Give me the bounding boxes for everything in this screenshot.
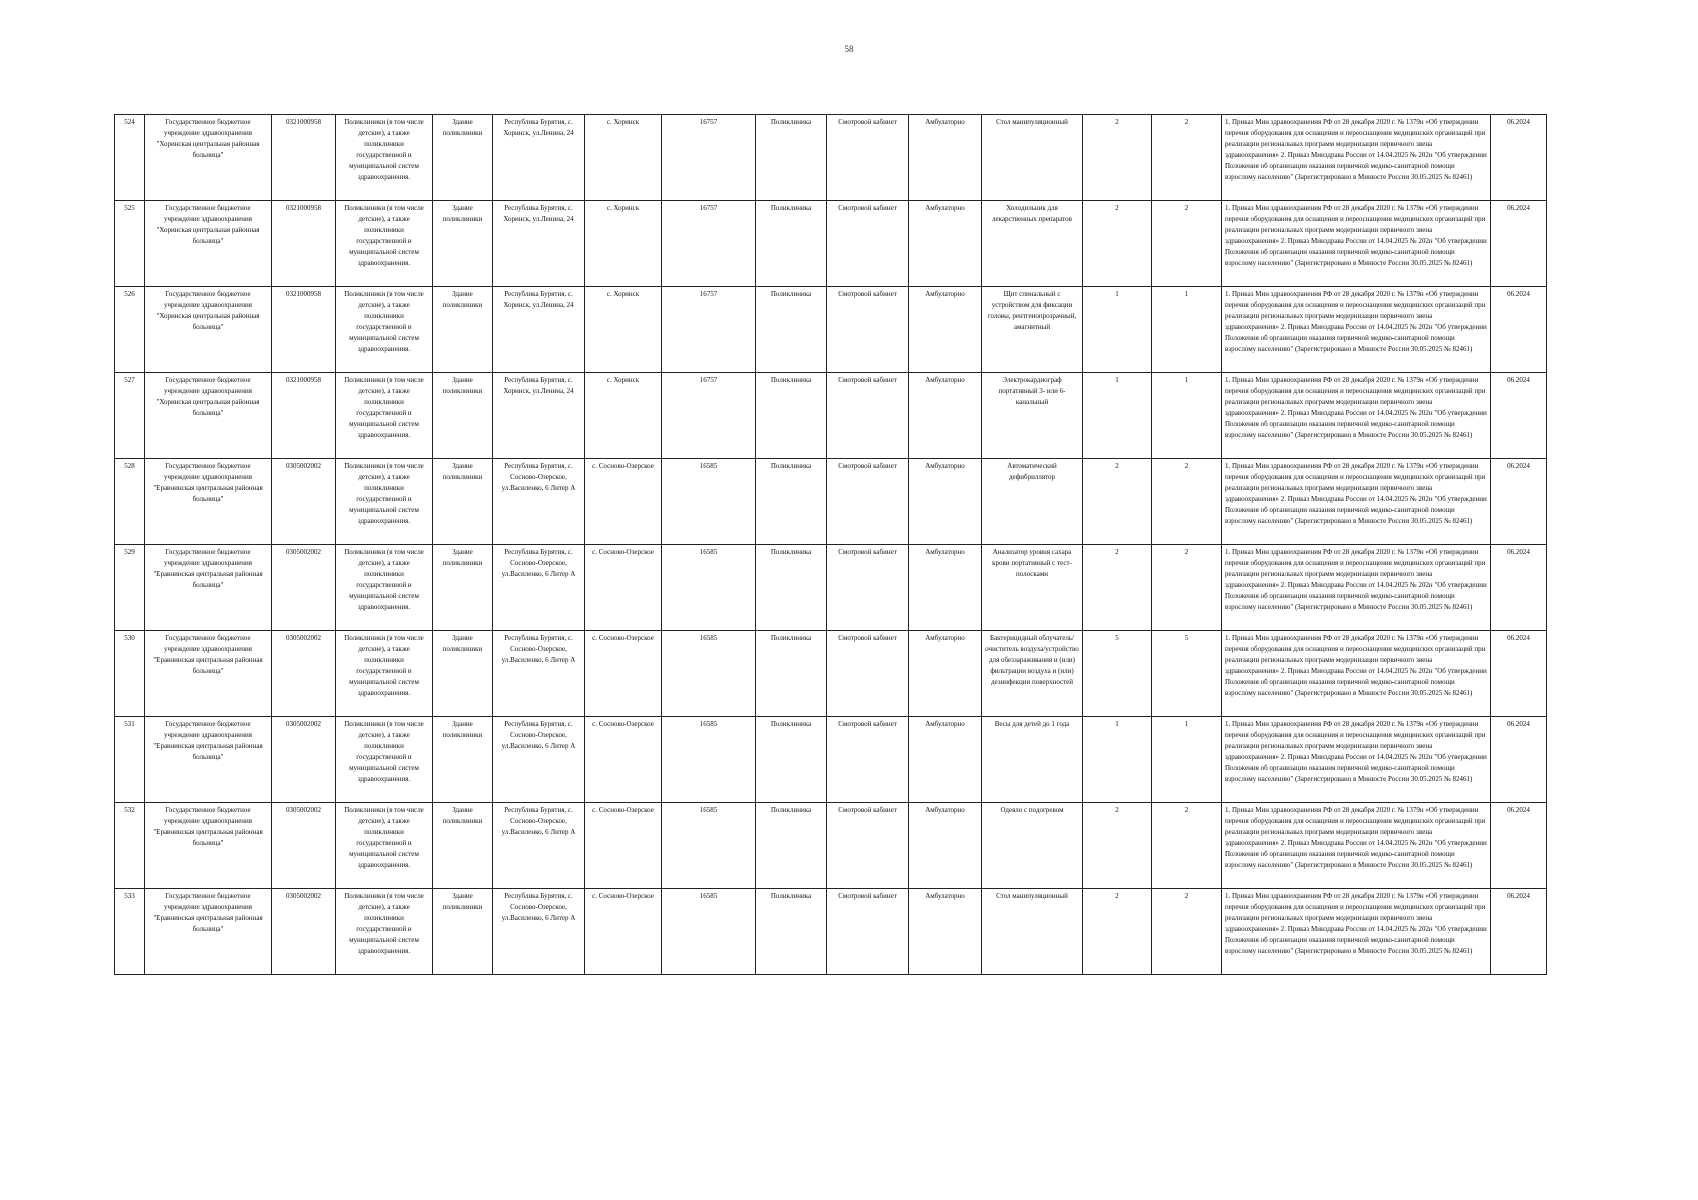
cell-quantity-required: 2 (1083, 803, 1152, 889)
cell-care-mode: Амбулаторно (909, 201, 982, 287)
cell-settlement: с. Хоринск (585, 373, 662, 459)
cell-address: Республика Бурятия, с. Сосново-Озерское, ул.Василенко, 6 Литер А (493, 631, 585, 717)
cell-settlement: с. Сосново-Озерское (585, 631, 662, 717)
table-body (115, 115, 1547, 975)
table-row (115, 201, 1547, 287)
cell-organization-name: Государственное бюджетное учреждение здравоохранения "Еравнинская центральная районная больница" (145, 889, 272, 975)
cell-row-number: 528 (115, 459, 145, 545)
cell-unit-name: Поликлиника (756, 287, 827, 373)
cell-room-name: Смотровой кабинет (827, 717, 909, 803)
cell-room-name: Смотровой кабинет (827, 459, 909, 545)
cell-date: 06.2024 (1491, 287, 1547, 373)
cell-organization-code: 0305002002 (272, 545, 336, 631)
cell-settlement: с. Сосново-Озерское (585, 889, 662, 975)
cell-unit-name: Поликлиника (756, 803, 827, 889)
cell-address: Республика Бурятия, с. Сосново-Озерское, ул.Василенко, 6 Литер А (493, 545, 585, 631)
cell-facility-type: Поликлиники (в том числе детские), а также поликлиники государственной и муниципальной систем здравоохранения. (336, 201, 433, 287)
cell-address: Республика Бурятия, с. Сосново-Озерское, ул.Василенко, 6 Литер А (493, 459, 585, 545)
cell-organization-code: 0321000958 (272, 287, 336, 373)
cell-building-type: Здание поликлиники (433, 545, 493, 631)
cell-population: 16585 (662, 631, 756, 717)
cell-room-name: Смотровой кабинет (827, 373, 909, 459)
cell-date: 06.2024 (1491, 115, 1547, 201)
cell-room-name: Смотровой кабинет (827, 631, 909, 717)
cell-care-mode: Амбулаторно (909, 889, 982, 975)
cell-room-name: Смотровой кабинет (827, 889, 909, 975)
cell-building-type: Здание поликлиники (433, 373, 493, 459)
cell-quantity-required: 1 (1083, 373, 1152, 459)
table-row (115, 373, 1547, 459)
cell-population: 16585 (662, 803, 756, 889)
cell-population: 16585 (662, 717, 756, 803)
cell-facility-type: Поликлиники (в том числе детские), а также поликлиники государственной и муниципальной систем здравоохранения. (336, 287, 433, 373)
cell-legal-basis: 1. Приказ Мин здравоохранения РФ от 28 декабря 2020 г. № 1379н «Об утверждении перечня оборудования для оснащения и переоснащения медицинских организаций при реализации региональных программ модернизации первичного звена здравоохранения» 2. Приказ Минздрава России от 14.04.2025 № 202н "Об утверждении Положения об организации оказания первичной медико-санитарной помощи взрослому населению" (Зарегистрировано в Минюсте России 30.05.2025 № 82461) (1222, 889, 1491, 975)
cell-organization-name: Государственное бюджетное учреждение здравоохранения "Хоринская центральная районная больница" (145, 201, 272, 287)
cell-row-number: 527 (115, 373, 145, 459)
cell-unit-name: Поликлиника (756, 631, 827, 717)
cell-equipment-name: Бактерицидный облучатель/очиститель воздуха/устройство для обеззараживания и (или) фильтрации воздуха и (или) дезинфекции поверхностей (982, 631, 1083, 717)
cell-unit-name: Поликлиника (756, 889, 827, 975)
cell-organization-code: 0305002002 (272, 889, 336, 975)
cell-organization-code: 0305002002 (272, 459, 336, 545)
cell-population: 16585 (662, 545, 756, 631)
cell-care-mode: Амбулаторно (909, 115, 982, 201)
cell-row-number: 530 (115, 631, 145, 717)
cell-facility-type: Поликлиники (в том числе детские), а также поликлиники государственной и муниципальной систем здравоохранения. (336, 115, 433, 201)
cell-settlement: с. Сосново-Озерское (585, 803, 662, 889)
cell-room-name: Смотровой кабинет (827, 803, 909, 889)
cell-equipment-name: Щит спинальный с устройством для фиксации головы, рентгенопрозрачный, амагнитный (982, 287, 1083, 373)
cell-date: 06.2024 (1491, 373, 1547, 459)
cell-building-type: Здание поликлиники (433, 115, 493, 201)
cell-equipment-name: Холодильник для лекарственных препаратов (982, 201, 1083, 287)
cell-quantity-required: 2 (1083, 545, 1152, 631)
cell-quantity-required: 2 (1083, 459, 1152, 545)
cell-room-name: Смотровой кабинет (827, 545, 909, 631)
cell-unit-name: Поликлиника (756, 373, 827, 459)
cell-organization-name: Государственное бюджетное учреждение здравоохранения "Еравнинская центральная районная больница" (145, 803, 272, 889)
cell-legal-basis: 1. Приказ Мин здравоохранения РФ от 28 декабря 2020 г. № 1379н «Об утверждении перечня оборудования для оснащения и переоснащения медицинских организаций при реализации региональных программ модернизации первичного звена здравоохранения» 2. Приказ Минздрава России от 14.04.2025 № 202н "Об утверждении Положения об организации оказания первичной медико-санитарной помощи взрослому населению" (Зарегистрировано в Минюсте России 30.05.2025 № 82461) (1222, 803, 1491, 889)
cell-organization-name: Государственное бюджетное учреждение здравоохранения "Еравнинская центральная районная больница" (145, 717, 272, 803)
cell-settlement: с. Сосново-Озерское (585, 717, 662, 803)
cell-care-mode: Амбулаторно (909, 373, 982, 459)
cell-population: 16757 (662, 373, 756, 459)
cell-organization-code: 0305002002 (272, 717, 336, 803)
cell-settlement: с. Сосново-Озерское (585, 545, 662, 631)
cell-organization-name: Государственное бюджетное учреждение здравоохранения "Еравнинская центральная районная больница" (145, 545, 272, 631)
cell-address: Республика Бурятия, с. Хоринск, ул.Ленина, 24 (493, 287, 585, 373)
table-row (115, 545, 1547, 631)
page-number: 58 (844, 44, 854, 54)
cell-building-type: Здание поликлиники (433, 287, 493, 373)
cell-address: Республика Бурятия, с. Сосново-Озерское, ул.Василенко, 6 Литер А (493, 717, 585, 803)
table-row (115, 803, 1547, 889)
cell-room-name: Смотровой кабинет (827, 115, 909, 201)
cell-facility-type: Поликлиники (в том числе детские), а также поликлиники государственной и муниципальной систем здравоохранения. (336, 545, 433, 631)
cell-organization-name: Государственное бюджетное учреждение здравоохранения "Еравнинская центральная районная больница" (145, 459, 272, 545)
cell-row-number: 524 (115, 115, 145, 201)
cell-population: 16585 (662, 889, 756, 975)
cell-population: 16757 (662, 287, 756, 373)
cell-date: 06.2024 (1491, 803, 1547, 889)
cell-equipment-name: Электрокардиограф портативный 3- или 6-канальный (982, 373, 1083, 459)
cell-facility-type: Поликлиники (в том числе детские), а также поликлиники государственной и муниципальной систем здравоохранения. (336, 373, 433, 459)
cell-care-mode: Амбулаторно (909, 803, 982, 889)
cell-settlement: с. Хоринск (585, 287, 662, 373)
cell-building-type: Здание поликлиники (433, 889, 493, 975)
cell-legal-basis: 1. Приказ Мин здравоохранения РФ от 28 декабря 2020 г. № 1379н «Об утверждении перечня оборудования для оснащения и переоснащения медицинских организаций при реализации региональных программ модернизации первичного звена здравоохранения» 2. Приказ Минздрава России от 14.04.2025 № 202н "Об утверждении Положения об организации оказания первичной медико-санитарной помощи взрослому населению" (Зарегистрировано в Минюсте России 30.05.2025 № 82461) (1222, 545, 1491, 631)
cell-facility-type: Поликлиники (в том числе детские), а также поликлиники государственной и муниципальной систем здравоохранения. (336, 459, 433, 545)
table-row (115, 631, 1547, 717)
cell-quantity-planned: 2 (1152, 889, 1222, 975)
cell-unit-name: Поликлиника (756, 115, 827, 201)
cell-facility-type: Поликлиники (в том числе детские), а также поликлиники государственной и муниципальной систем здравоохранения. (336, 803, 433, 889)
cell-legal-basis: 1. Приказ Мин здравоохранения РФ от 28 декабря 2020 г. № 1379н «Об утверждении перечня оборудования для оснащения и переоснащения медицинских организаций при реализации региональных программ модернизации первичного звена здравоохранения» 2. Приказ Минздрава России от 14.04.2025 № 202н "Об утверждении Положения об организации оказания первичной медико-санитарной помощи взрослому населению" (Зарегистрировано в Минюсте России 30.05.2025 № 82461) (1222, 717, 1491, 803)
cell-population: 16757 (662, 201, 756, 287)
cell-settlement: с. Хоринск (585, 115, 662, 201)
cell-care-mode: Амбулаторно (909, 287, 982, 373)
cell-quantity-planned: 5 (1152, 631, 1222, 717)
cell-organization-code: 0321000958 (272, 373, 336, 459)
cell-building-type: Здание поликлиники (433, 717, 493, 803)
cell-address: Республика Бурятия, с. Сосново-Озерское, ул.Василенко, 6 Литер А (493, 889, 585, 975)
cell-quantity-required: 1 (1083, 287, 1152, 373)
table-row (115, 717, 1547, 803)
cell-quantity-required: 2 (1083, 889, 1152, 975)
cell-quantity-planned: 2 (1152, 545, 1222, 631)
cell-quantity-required: 2 (1083, 201, 1152, 287)
cell-organization-name: Государственное бюджетное учреждение здравоохранения "Еравнинская центральная районная больница" (145, 631, 272, 717)
table-row (115, 115, 1547, 201)
cell-building-type: Здание поликлиники (433, 803, 493, 889)
cell-organization-code: 0321000958 (272, 115, 336, 201)
cell-quantity-planned: 2 (1152, 459, 1222, 545)
cell-unit-name: Поликлиника (756, 545, 827, 631)
cell-legal-basis: 1. Приказ Мин здравоохранения РФ от 28 декабря 2020 г. № 1379н «Об утверждении перечня оборудования для оснащения и переоснащения медицинских организаций при реализации региональных программ модернизации первичного звена здравоохранения» 2. Приказ Минздрава России от 14.04.2025 № 202н "Об утверждении Положения об организации оказания первичной медико-санитарной помощи взрослому населению" (Зарегистрировано в Минюсте России 30.05.2025 № 82461) (1222, 287, 1491, 373)
cell-facility-type: Поликлиники (в том числе детские), а также поликлиники государственной и муниципальной систем здравоохранения. (336, 717, 433, 803)
cell-equipment-name: Весы для детей до 1 года (982, 717, 1083, 803)
cell-unit-name: Поликлиника (756, 201, 827, 287)
cell-organization-code: 0305002002 (272, 803, 336, 889)
cell-row-number: 533 (115, 889, 145, 975)
cell-room-name: Смотровой кабинет (827, 287, 909, 373)
cell-care-mode: Амбулаторно (909, 545, 982, 631)
cell-legal-basis: 1. Приказ Мин здравоохранения РФ от 28 декабря 2020 г. № 1379н «Об утверждении перечня оборудования для оснащения и переоснащения медицинских организаций при реализации региональных программ модернизации первичного звена здравоохранения» 2. Приказ Минздрава России от 14.04.2025 № 202н "Об утверждении Положения об организации оказания первичной медико-санитарной помощи взрослому населению" (Зарегистрировано в Минюсте России 30.05.2025 № 82461) (1222, 115, 1491, 201)
cell-care-mode: Амбулаторно (909, 459, 982, 545)
cell-row-number: 529 (115, 545, 145, 631)
cell-settlement: с. Хоринск (585, 201, 662, 287)
cell-quantity-required: 5 (1083, 631, 1152, 717)
cell-building-type: Здание поликлиники (433, 459, 493, 545)
cell-quantity-planned: 1 (1152, 373, 1222, 459)
equipment-table (114, 114, 1547, 975)
cell-equipment-name: Одеяло с подогревом (982, 803, 1083, 889)
cell-facility-type: Поликлиники (в том числе детские), а также поликлиники государственной и муниципальной систем здравоохранения. (336, 631, 433, 717)
cell-quantity-planned: 1 (1152, 717, 1222, 803)
cell-unit-name: Поликлиника (756, 717, 827, 803)
cell-address: Республика Бурятия, с. Сосново-Озерское, ул.Василенко, 6 Литер А (493, 803, 585, 889)
cell-address: Республика Бурятия, с. Хоринск, ул.Ленина, 24 (493, 201, 585, 287)
cell-row-number: 532 (115, 803, 145, 889)
cell-building-type: Здание поликлиники (433, 201, 493, 287)
cell-quantity-required: 1 (1083, 717, 1152, 803)
cell-equipment-name: Автоматический дефибриллятор (982, 459, 1083, 545)
cell-date: 06.2024 (1491, 717, 1547, 803)
table-row (115, 459, 1547, 545)
cell-row-number: 525 (115, 201, 145, 287)
cell-settlement: с. Сосново-Озерское (585, 459, 662, 545)
cell-organization-name: Государственное бюджетное учреждение здравоохранения "Хоринская центральная районная больница" (145, 373, 272, 459)
cell-date: 06.2024 (1491, 459, 1547, 545)
cell-legal-basis: 1. Приказ Мин здравоохранения РФ от 28 декабря 2020 г. № 1379н «Об утверждении перечня оборудования для оснащения и переоснащения медицинских организаций при реализации региональных программ модернизации первичного звена здравоохранения» 2. Приказ Минздрава России от 14.04.2025 № 202н "Об утверждении Положения об организации оказания первичной медико-санитарной помощи взрослому населению" (Зарегистрировано в Минюсте России 30.05.2025 № 82461) (1222, 459, 1491, 545)
cell-quantity-required: 2 (1083, 115, 1152, 201)
cell-equipment-name: Анализатор уровня сахара крови портативный с тест-полосками (982, 545, 1083, 631)
cell-facility-type: Поликлиники (в том числе детские), а также поликлиники государственной и муниципальной систем здравоохранения. (336, 889, 433, 975)
cell-quantity-planned: 2 (1152, 201, 1222, 287)
table-row (115, 287, 1547, 373)
cell-date: 06.2024 (1491, 545, 1547, 631)
cell-date: 06.2024 (1491, 201, 1547, 287)
table-row (115, 889, 1547, 975)
cell-organization-code: 0321000958 (272, 201, 336, 287)
cell-date: 06.2024 (1491, 889, 1547, 975)
cell-address: Республика Бурятия, с. Хоринск, ул.Ленина, 24 (493, 373, 585, 459)
cell-care-mode: Амбулаторно (909, 717, 982, 803)
cell-unit-name: Поликлиника (756, 459, 827, 545)
cell-row-number: 531 (115, 717, 145, 803)
cell-legal-basis: 1. Приказ Мин здравоохранения РФ от 28 декабря 2020 г. № 1379н «Об утверждении перечня оборудования для оснащения и переоснащения медицинских организаций при реализации региональных программ модернизации первичного звена здравоохранения» 2. Приказ Минздрава России от 14.04.2025 № 202н "Об утверждении Положения об организации оказания первичной медико-санитарной помощи взрослому населению" (Зарегистрировано в Минюсте России 30.05.2025 № 82461) (1222, 631, 1491, 717)
cell-quantity-planned: 2 (1152, 115, 1222, 201)
cell-equipment-name: Стол манипуляционный (982, 115, 1083, 201)
cell-quantity-planned: 2 (1152, 803, 1222, 889)
cell-room-name: Смотровой кабинет (827, 201, 909, 287)
cell-population: 16757 (662, 115, 756, 201)
cell-building-type: Здание поликлиники (433, 631, 493, 717)
cell-care-mode: Амбулаторно (909, 631, 982, 717)
cell-address: Республика Бурятия, с. Хоринск, ул.Ленина, 24 (493, 115, 585, 201)
cell-organization-code: 0305002002 (272, 631, 336, 717)
cell-quantity-planned: 1 (1152, 287, 1222, 373)
cell-organization-name: Государственное бюджетное учреждение здравоохранения "Хоринская центральная районная больница" (145, 287, 272, 373)
cell-legal-basis: 1. Приказ Мин здравоохранения РФ от 28 декабря 2020 г. № 1379н «Об утверждении перечня оборудования для оснащения и переоснащения медицинских организаций при реализации региональных программ модернизации первичного звена здравоохранения» 2. Приказ Минздрава России от 14.04.2025 № 202н "Об утверждении Положения об организации оказания первичной медико-санитарной помощи взрослому населению" (Зарегистрировано в Минюсте России 30.05.2025 № 82461) (1222, 201, 1491, 287)
cell-organization-name: Государственное бюджетное учреждение здравоохранения "Хоринская центральная районная больница" (145, 115, 272, 201)
cell-legal-basis: 1. Приказ Мин здравоохранения РФ от 28 декабря 2020 г. № 1379н «Об утверждении перечня оборудования для оснащения и переоснащения медицинских организаций при реализации региональных программ модернизации первичного звена здравоохранения» 2. Приказ Минздрава России от 14.04.2025 № 202н "Об утверждении Положения об организации оказания первичной медико-санитарной помощи взрослому населению" (Зарегистрировано в Минюсте России 30.05.2025 № 82461) (1222, 373, 1491, 459)
cell-date: 06.2024 (1491, 631, 1547, 717)
cell-equipment-name: Стол манипуляционный (982, 889, 1083, 975)
cell-population: 16585 (662, 459, 756, 545)
cell-row-number: 526 (115, 287, 145, 373)
